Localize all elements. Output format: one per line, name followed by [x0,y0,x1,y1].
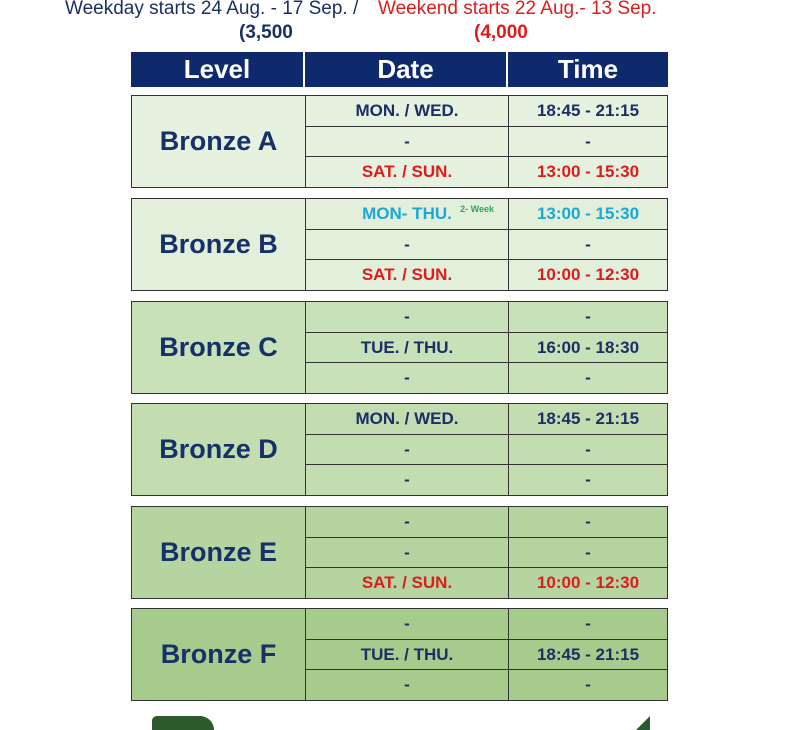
column-header-level: Level [131,52,305,87]
schedule-row [306,199,667,230]
time-cell: - [585,131,591,151]
two-week-note: 2- Week [460,204,494,214]
time-cell: 18:45 - 21:15 [536,408,640,428]
weekend-dates: Weekend starts 22 Aug.- 13 Sep. [378,0,657,19]
time-cell: - [585,511,591,531]
level-block-bronze-e [131,506,668,599]
time-cell: - [585,439,591,459]
time-cell: 10:00 - 12:30 [536,265,640,285]
column-header-time: Time [557,54,619,84]
date-cell: MON. / WED. [306,96,509,126]
date-cell: SAT. / SUN. [306,157,509,187]
time-cell: - [585,542,591,562]
time-cell: 16:00 - 18:30 [536,337,640,357]
date-cell: - [306,609,509,639]
schedule-row [306,435,667,466]
time-cell: 13:00 - 15:30 [536,203,640,223]
level-block-bronze-c [131,301,668,394]
schedule-row [306,640,667,671]
weekday-price: (3,500 [239,22,293,43]
date-text: MON- THU. [362,203,452,223]
date-cell: SAT. / SUN. [306,260,509,290]
level-block-bronze-f [131,608,668,701]
time-cell: - [585,675,591,695]
date-cell [306,199,509,229]
time-cell: 18:45 - 21:15 [536,100,640,120]
schedule-row [306,230,667,261]
schedule-row [306,507,667,538]
time-cell: - [585,613,591,633]
schedule-row [306,363,667,393]
level-label: Bronze E [132,507,306,598]
schedule-row [306,127,667,158]
time-cell: 13:00 - 15:30 [536,162,640,182]
schedule-row [306,333,667,364]
column-header-date: Date [305,52,508,87]
date-cell: - [306,465,509,495]
time-cell: 18:45 - 21:15 [536,644,640,664]
footer-decoration-right [636,716,650,730]
schedule-row [306,404,667,435]
time-cell: - [585,368,591,388]
time-cell: - [585,470,591,490]
level-label: Bronze A [132,96,306,187]
date-cell: MON. / WED. [306,404,509,434]
schedule-row [306,609,667,640]
schedule-row [306,670,667,700]
date-cell: TUE. / THU. [306,333,509,363]
date-cell: TUE. / THU. [306,640,509,670]
footer-decoration-left [152,716,214,730]
level-label: Bronze D [132,404,306,495]
level-block-bronze-d [131,403,668,496]
date-cell: - [306,127,509,157]
schedule-row [306,157,667,187]
schedule-row [306,96,667,127]
table-header-row [131,52,668,87]
schedule-row [306,538,667,569]
date-cell: - [306,670,509,700]
level-block-bronze-b [131,198,668,291]
time-cell: - [585,306,591,326]
level-block-bronze-a [131,95,668,188]
schedule-row [306,302,667,333]
schedule-header [0,0,800,48]
date-cell: - [306,363,509,393]
weekend-price: (4,000 [474,22,528,43]
date-cell: - [306,507,509,537]
date-cell: SAT. / SUN. [306,568,509,598]
schedule-row [306,465,667,495]
level-label: Bronze C [132,302,306,393]
date-cell: - [306,302,509,332]
time-cell: - [585,234,591,254]
schedule-row [306,260,667,290]
schedule-row [306,568,667,598]
level-label: Bronze B [132,199,306,290]
date-cell: - [306,435,509,465]
date-cell: - [306,230,509,260]
time-cell: 10:00 - 12:30 [536,573,640,593]
weekday-dates: Weekday starts 24 Aug. - 17 Sep. / [65,0,359,19]
date-cell: - [306,538,509,568]
level-label: Bronze F [132,609,306,700]
